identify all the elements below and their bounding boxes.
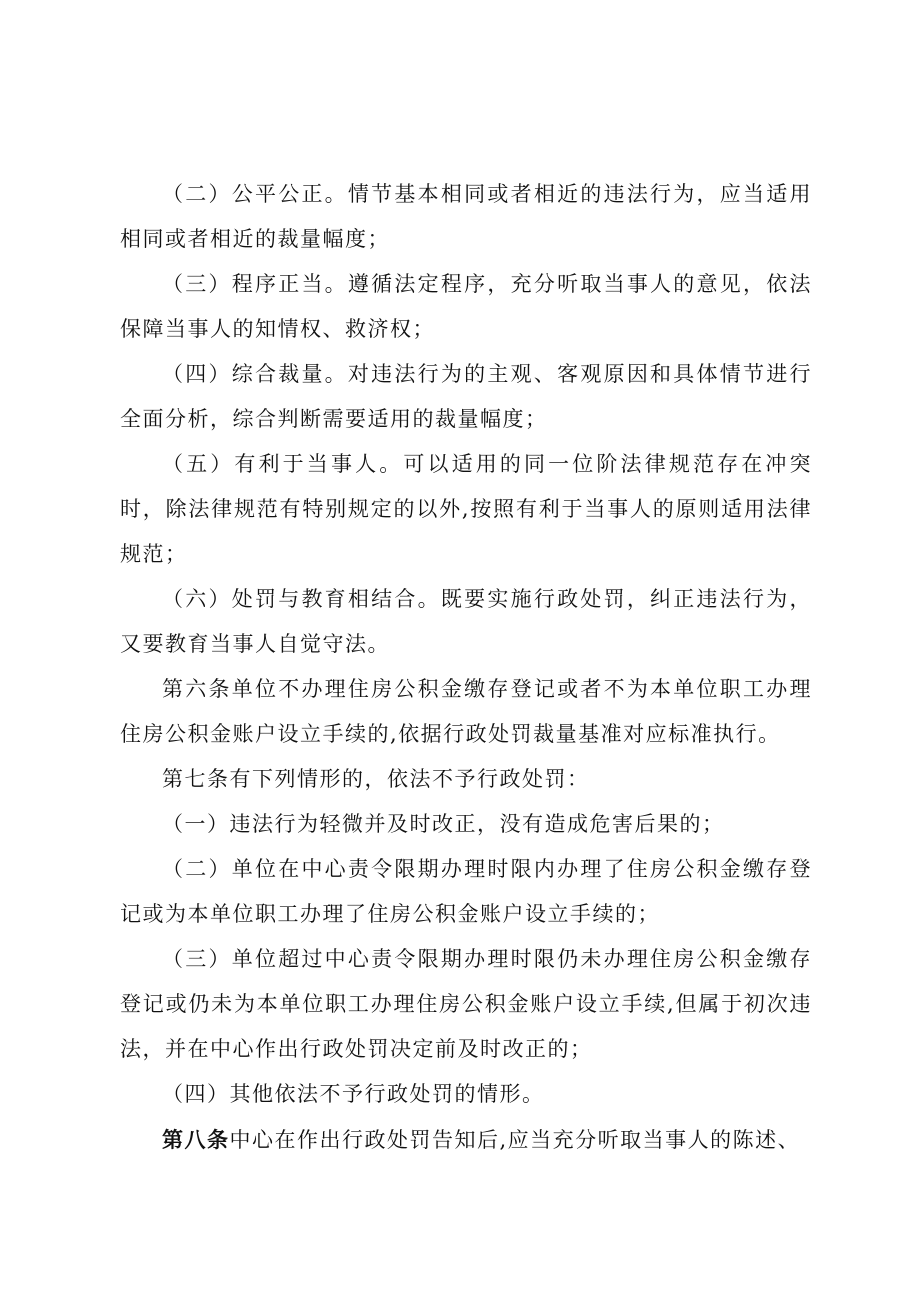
paragraph-article-8 [120,1117,812,1163]
paragraph-article-7-item-1: （一）违法行为轻微并及时改正，没有造成危害后果的； [162,812,725,836]
paragraph-principle-5: （五）有利于当事人。可以适用的同一位阶法律规范存在冲突时，除法律规范有特别规定的以外,按照有利于当事人的原则适用法律规范； [120,452,812,566]
document-body [120,172,812,1163]
article-8-heading: 第八条 [162,1127,230,1152]
paragraph-article-7-item-2: （二）单位在中心责令限期办理时限内办理了住房公积金缴存登记或为本单位职工办理了住房公积金账户设立手续的； [120,857,812,926]
paragraph-principle-4: （四）综合裁量。对违法行为的主观、客观原因和具体情节进行全面分析，综合判断需要适用的裁量幅度； [120,362,812,431]
paragraph-principle-6: （六）处罚与教育相结合。既要实施行政处罚，纠正违法行为，又要教育当事人自觉守法。 [120,587,812,656]
paragraph-article-6: 第六条单位不办理住房公积金缴存登记或者不为本单位职工办理住房公积金账户设立手续的,依据行政处罚裁量基准对应标准执行。 [120,677,812,746]
paragraph-article-7-item-4: （四）其他依法不予行政处罚的情形。 [162,1082,545,1106]
paragraph-article-7: 第七条有下列情形的，依法不予行政处罚： [162,767,590,791]
article-8-text: 中心在作出行政处罚告知后,应当充分听取当事人的陈述、 [229,1128,801,1152]
paragraph-article-7-item-3: （三）单位超过中心责令限期办理时限仍未办理住房公积金缴存登记或仍未为本单位职工办理住房公积金账户设立手续,但属于初次违法，并在中心作出行政处罚决定前及时改正的； [120,947,812,1061]
paragraph-principle-2: （二）公平公正。情节基本相同或者相近的违法行为，应当适用相同或者相近的裁量幅度； [120,182,812,251]
paragraph-principle-3: （三）程序正当。遵循法定程序，充分听取当事人的意见，依法保障当事人的知情权、救济权； [120,272,812,341]
